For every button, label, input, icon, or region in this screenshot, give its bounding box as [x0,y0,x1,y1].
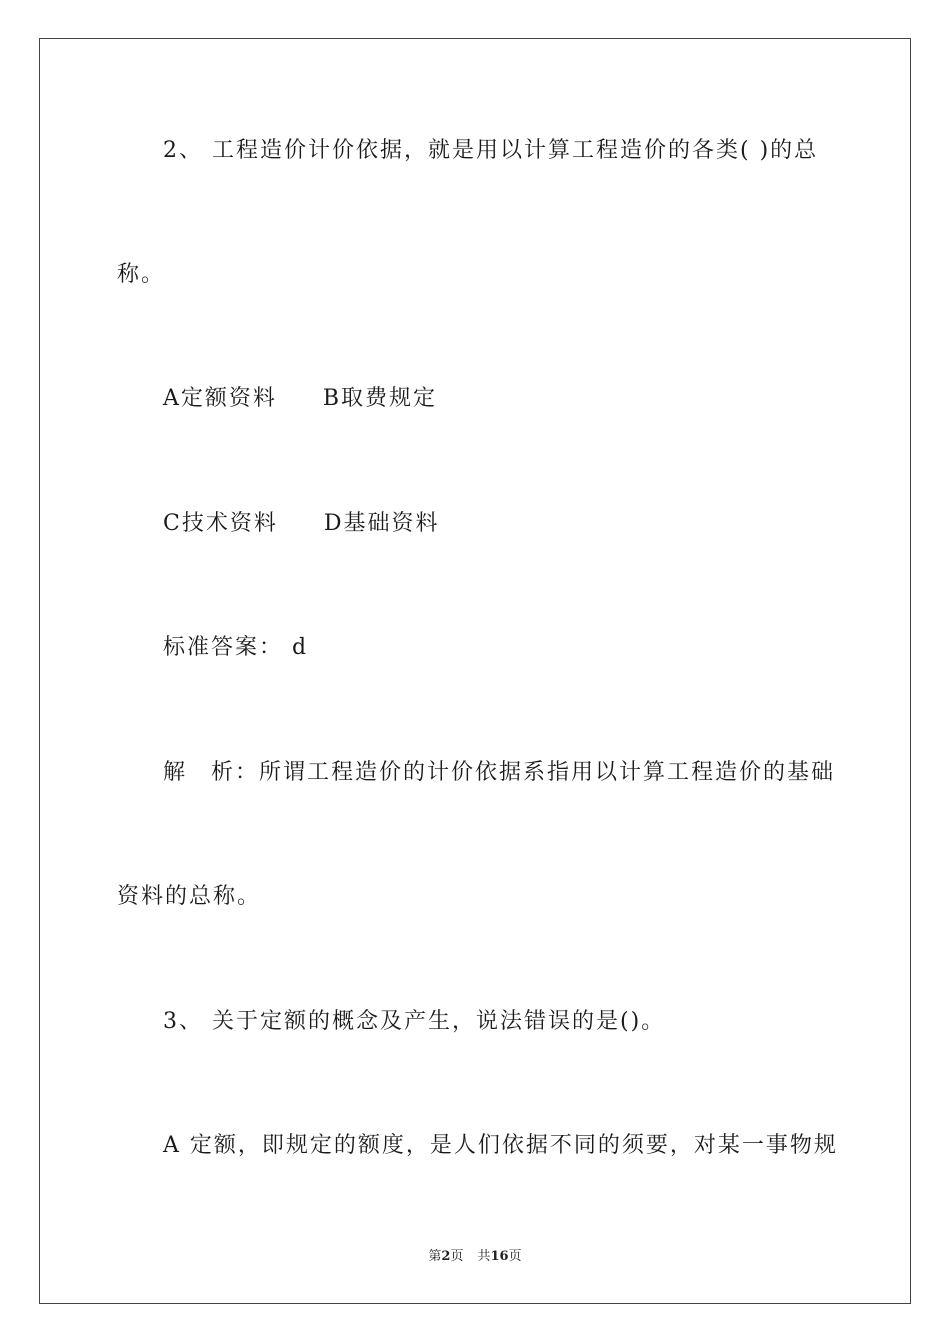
footer-total-number: 16 [490,1249,509,1264]
option-a: A定额资料 [163,386,277,411]
footer-page-suffix: 页 [450,1249,464,1264]
standard-answer: 标准答案： d [163,635,309,660]
footer-page-prefix: 第 [428,1249,442,1264]
page-footer [0,1249,950,1265]
footer-page-number: 2 [441,1249,451,1264]
question-2-options-cd [163,510,439,538]
question-2-options-ab [163,385,437,413]
option-d: D基础资料 [323,511,440,536]
footer-total-suffix: 页 [508,1249,522,1264]
analysis-line-1: 解 析：所谓工程造价的计价依据系指用以计算工程造价的基础 [163,760,836,785]
question-3-stem: 3、 关于定额的概念及产生，说法错误的是()。 [163,1009,666,1034]
question-2-stem-line-2: 称。 [117,262,166,287]
question-2-stem-line-1: 2、 工程造价计价依据，就是用以计算工程造价的各类( )的总 [163,138,819,163]
question-3-option-a-line-1: A 定额，即规定的额度，是人们依据不同的须要，对某一事物规 [163,1133,838,1158]
page-border [39,38,911,1304]
option-b: B取费规定 [322,386,438,411]
option-c: C技术资料 [163,511,278,536]
analysis-line-2: 资料的总称。 [117,884,262,909]
footer-total-prefix: 共 [477,1249,491,1264]
